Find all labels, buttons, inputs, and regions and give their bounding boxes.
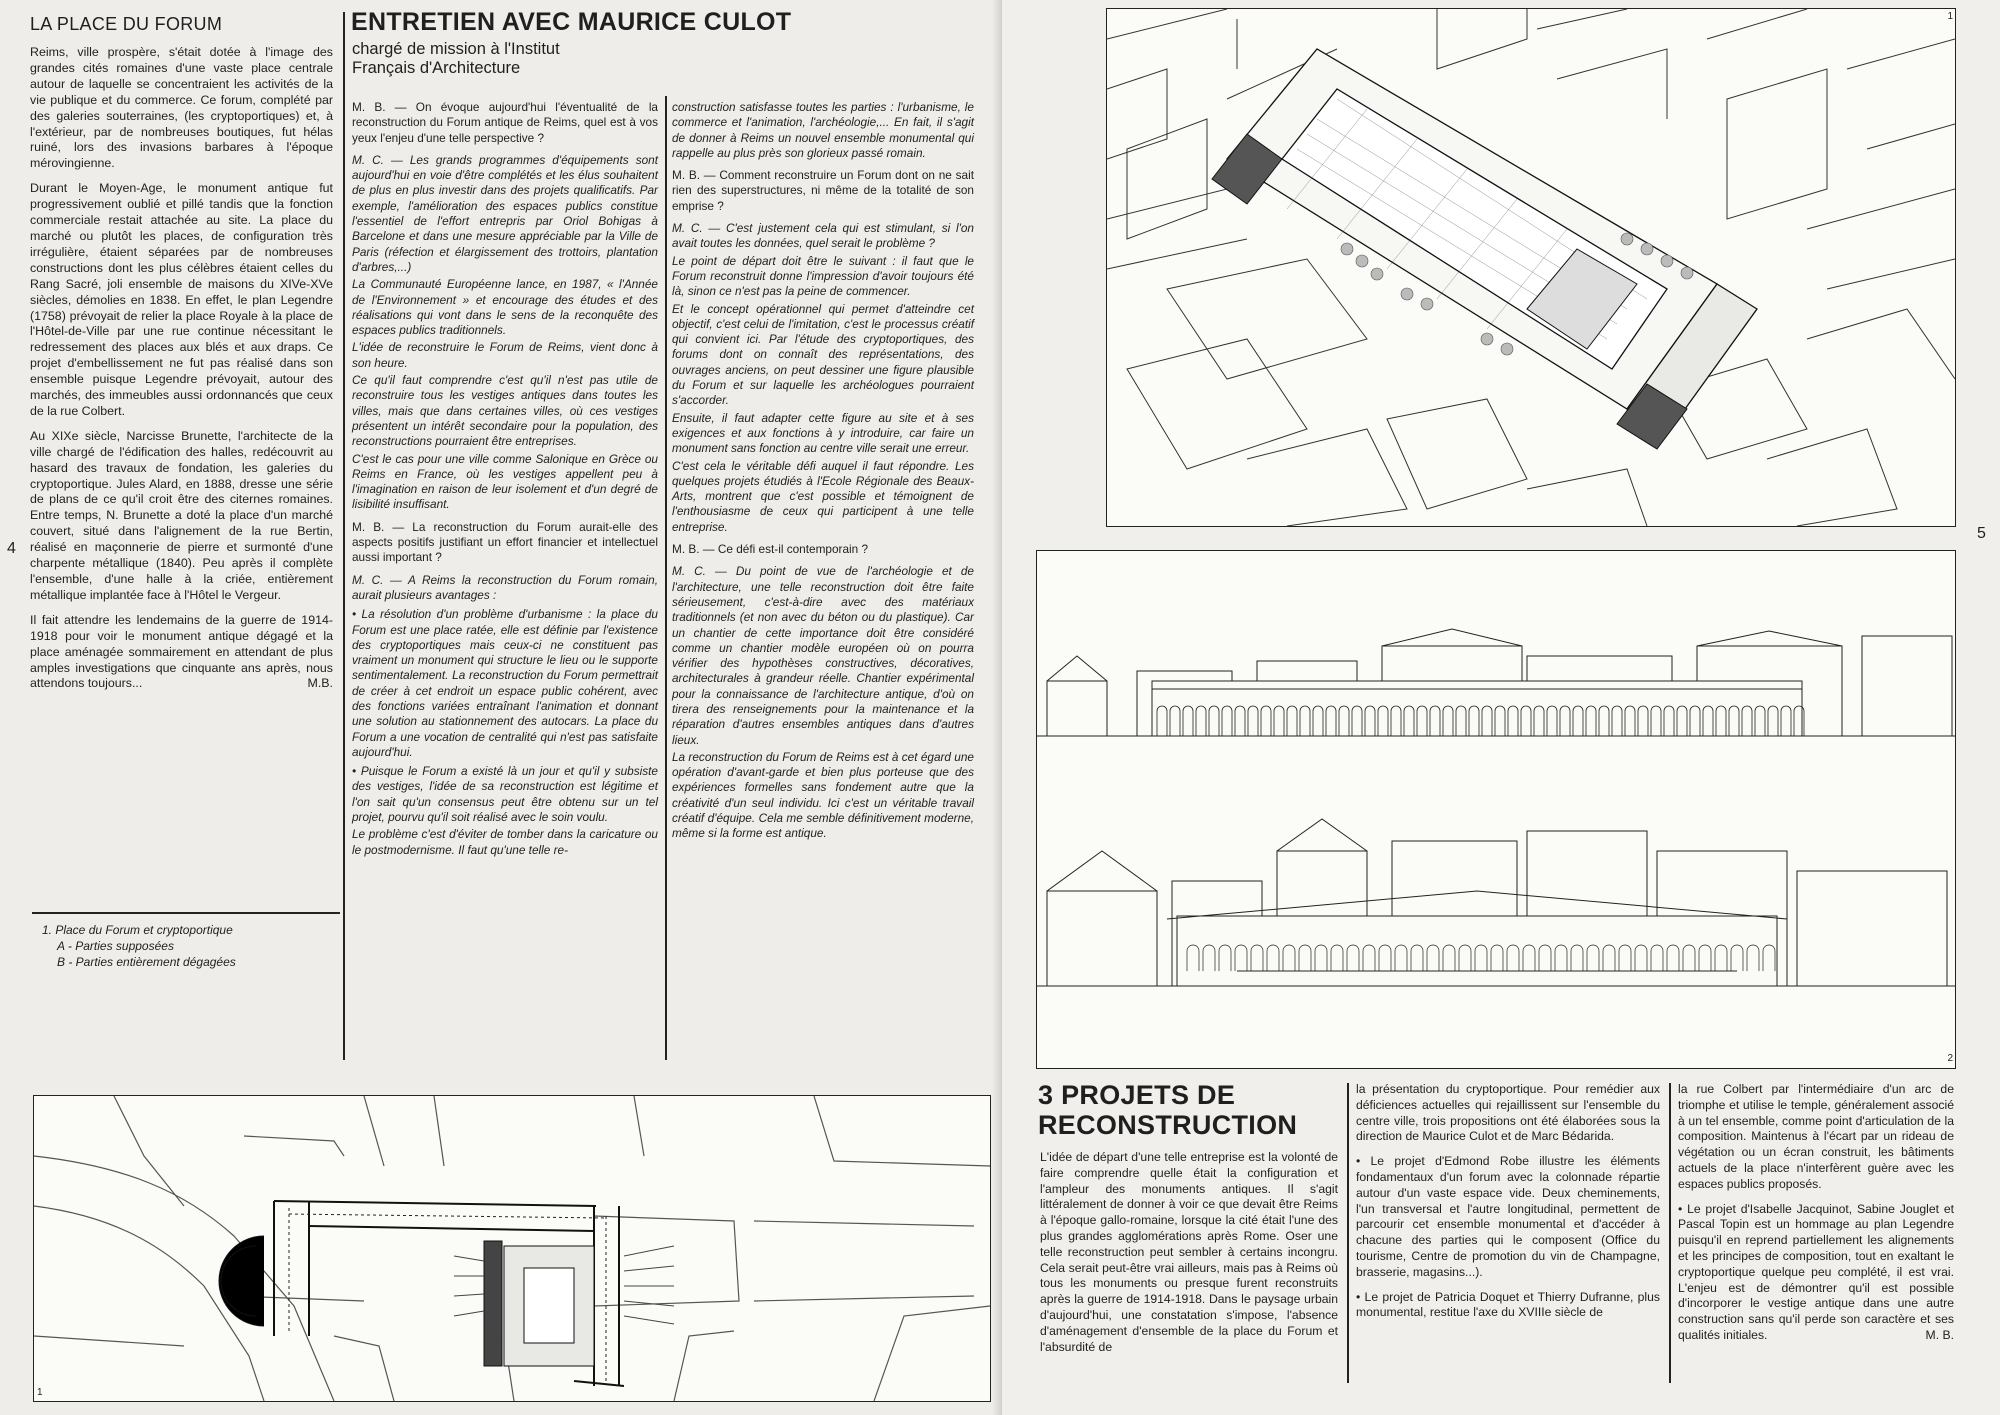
projects-column-3 <box>1678 1082 1954 1353</box>
forum-plan-drawing <box>34 1096 990 1401</box>
place-paragraph: Au XIXe siècle, Narcisse Brunette, l'architecte de la ville chargé de l'édification des halles, redécouvrit au hasard des travaux de fondation, les galeries du cryptoportique. Jules Alard, en 1888, dresse une série de plans de ce qu'il croit être des citernes romaines. Entre temps, N. Brunette a doté la place d'un marché couvert, situé dans l'alignement de la rue Bertin, réalisé en maçonnerie de pierre et surmonté d'une charpente métallique (1840). Peu après il complète l'ensemble, d'une halle à la criée, entièrement métallique implantée face à l'Hôtel le Vergeur. <box>30 428 333 602</box>
forum-elevation-figure <box>1036 550 1956 1069</box>
projects-paragraph: • Le projet d'Edmond Robe illustre les éléments fondamentaux d'un forum avec la colonnade répartie autour d'un vaste espace vide. Deux cheminements, l'un transversal et l'autre longitudinal, permettent de parcourir cet ensemble monumental et d'accéder à chacune des parties qui le composent (Office du tourisme, Centre de promotion du vin de Champagne, brasserie, magasins...). <box>1356 1154 1660 1279</box>
interview-paragraph: La reconstruction du Forum de Reims est à cet égard une opération d'avant-garde et bien plus porteuse que des expériences formelles sans fondement autre que la créativité d'un seul individu. Ici c'est un véritable travail créatif d'équipe. Cela me semble définitivement moderne, même si la forme est antique. <box>672 749 974 841</box>
interview-paragraph: M. C. — Du point de vue de l'archéologie et de l'architecture, une telle reconstruction doit être faite sérieusement, c'est-à-dire avec des matériaux traditionnels (et non avec du béton ou du plastique). Car un chantier de cette importance doit être considéré comme un chantier modèle européen où on pourra vérifier des hypothèses constructives, décoratives, architecturales à grandeur réelle. Chantier expérimental pour la connaissance de l'architecture antique, d'où on tirera des renseignements pour la maintenance et la réparation d'autres ensembles antiques dans d'autres lieux. <box>672 564 974 747</box>
caption-line: 1. Place du Forum et cryptoportique <box>42 923 233 937</box>
figure-number: 1 <box>37 1387 43 1398</box>
projects-title-line: 3 PROJETS DE <box>1038 1080 1236 1110</box>
interview-column-1 <box>352 100 658 858</box>
interview-paragraph: La Communauté Européenne lance, en 1987, « l'Année de l'Environnement » et encourage des études et des réalisations qui vont dans le sens de la reconquête des espaces publics traditionnels. <box>352 277 658 338</box>
interview-paragraph: Ensuite, il faut adapter cette figure au site et à ses exigences et aux fonctions à y introduire, car faire un monument sans fonction au centre ville serait une erreur. <box>672 410 974 456</box>
page-number-left: 4 <box>7 540 16 557</box>
figure-number: 2 <box>1947 1053 1953 1064</box>
caption-line: A - Parties supposées <box>57 939 174 953</box>
forum-plan-figure <box>33 1095 991 1402</box>
projects-paragraph: • Le projet d'Isabelle Jacquinot, Sabine Jouglet et Pascal Topin est un hommage au plan Legendre puisqu'il en reprend partiellement les alignements et les principes de composition, tout en exaltant le cryptoportique quelque peu complété, il est vrai. L'enjeu est de démontrer qu'il est possible d'incorporer le vestige antique dans une autre construction sans qu'il perde son caractère et ses qualités initiales. M. B. <box>1678 1201 1954 1342</box>
axonometric-drawing <box>1107 9 1955 526</box>
forum-axonometric-figure <box>1106 8 1956 527</box>
projects-paragraph: • Le projet de Patricia Doquet et Thierry Dufranne, plus monumental, restitue l'axe du XVIIIe siècle de <box>1356 1289 1660 1320</box>
figure-caption <box>42 922 236 970</box>
interview-paragraph: M. C. — A Reims la reconstruction du Forum romain, aurait plusieurs avantages : <box>352 572 658 602</box>
column-divider <box>665 96 667 1060</box>
place-paragraph: Durant le Moyen-Age, le monument antique fut progressivement oublié et pillé tandis que la fonction commerciale restait attachée au site. La place du marché ou plutôt les places, de configuration très irrégulière, étaient séparées par de nombreuses constructions dont les plus célèbres étaient celles du Rang Sacré, joli ensemble de maisons du XIVe-XVe siècles, démolies en 1838. En effet, le plan Legendre (1758) prévoyait de relier la place Royale à la place de l'Hôtel-de-Ville par une rue continue nécessitant le redressement des places aux blés et aux draps. Ce projet d'embellissement ne fut pas réalisé dans son ensemble puisque Legendre prévoyait, autour des marchés, des immeubles aussi ordonnancés que ceux de la rue Colbert. <box>30 181 333 418</box>
interview-paragraph: M. C. — Les grands programmes d'équipements sont aujourd'hui en voie d'être complétés et les élus souhaitent de plus en plus investir dans des projets qualificatifs. Par exemple, l'amélioration des espaces publics constitue l'essentiel de l'effort entrepris par Oriol Bohigas à Barcelone et dans une mesure appréciable par la Ville de Paris (réfection et élargissement des trottoirs, plantation d'arbres,...) <box>352 152 658 274</box>
caption-line: B - Parties entièrement dégagées <box>57 955 236 969</box>
interview-paragraph: M. C. — C'est justement cela qui est stimulant, si l'on avait toutes les données, quel serait le problème ? <box>672 221 974 251</box>
projects-paragraph: la rue Colbert par l'intermédiaire d'un arc de triomphe et utilise le temple, généralement associé à un tel ensemble, comme point d'articulation de la composition. Maintenus à l'écart par un rideau de végétation ou un écran construit, les bâtiments actuels de la place n'interfèrent guère avec les espaces publics proposés. <box>1678 1082 1954 1191</box>
interview-subtitle <box>352 40 652 78</box>
interview-paragraph: M. B. — Ce défi est-il contemporain ? <box>672 542 869 557</box>
interview-paragraph: L'idée de reconstruire le Forum de Reims, vient donc à son heure. <box>352 340 658 370</box>
page-number-right: 5 <box>1977 525 1986 542</box>
place-paragraph: Reims, ville prospère, s'était dotée à l'image des grandes cités romaines d'une vaste place centrale autour de laquelle se concentraient les activités de la vie publique et du commerce. Ce forum, complété par des galeries souterraines, (les cryptoportiques) et, à l'extérieur, par de nombreuses boutiques, fut hélas ruiné, lors des invasions barbares à l'époque mérovingienne. <box>30 45 333 171</box>
projects-column-2 <box>1356 1082 1660 1330</box>
column-divider <box>1669 1083 1671 1383</box>
right-page <box>1002 0 2000 1415</box>
place-title: LA PLACE DU FORUM <box>30 14 223 34</box>
interview-paragraph: Ce qu'il faut comprendre c'est qu'il n'est pas utile de reconstruire tous les vestiges antiques dans toutes les villes, mais que dans certaines villes, où ces vestiges présentent un intérêt secondaire pour la population, des reconstructions pourraient être entreprises. <box>352 373 658 449</box>
projects-signature: M. B. <box>1925 1327 1954 1342</box>
interview-paragraph: M. B. — La reconstruction du Forum aurait-elle des aspects positifs justifiant un effort financier et intellectuel aussi important ? <box>352 519 658 565</box>
interview-title: ENTRETIEN AVEC MAURICE CULOT <box>351 8 792 36</box>
place-signature: M.B. <box>307 676 333 691</box>
interview-paragraph: • La résolution d'un problème d'urbanisme : la place du Forum est une place ratée, elle est définie par l'existence des cryptoportiques mais ceux-ci ne constituent pas vraiment un monument qui structure le lieu ou le supporte sentimentalement. La reconstruction du Forum permettrait de créer à cet endroit un espace public cohérent, avec des fonctions variées entraînant l'animation et donnant une solution au stationnement des autocars. La place du Forum a une vocation de centralité qui n'est pas satisfaite aujourd'hui. <box>352 607 658 759</box>
elevation-drawing <box>1037 551 1955 1068</box>
interview-paragraph: • Puisque le Forum a existé là un jour et qu'il y subsiste des vestiges, l'idée de sa reconstruction est légitime et l'on sait qu'un consensus peut être obtenu sur un tel projet, pourvu qu'il soit réalisé avec le soin voulu. <box>352 764 658 825</box>
caption-divider <box>32 912 340 914</box>
figure-number: 1 <box>1947 11 1953 22</box>
place-paragraph: Il fait attendre les lendemains de la guerre de 1914-1918 pour voir le monument antique dégagé et la place aménagée sommairement en attendant de plus amples investigations que cinquante ans après, nous attendons toujours... M.B. <box>30 612 333 691</box>
projects-paragraph: la présentation du cryptoportique. Pour remédier aux déficiences actuelles qui rejaillissent sur l'ensemble du centre ville, trois propositions ont été élaborées sous la direction de Maurice Culot et de Marc Bédarida. <box>1356 1082 1660 1144</box>
subtitle-line: chargé de mission à l'Institut <box>352 40 560 58</box>
interview-paragraph: Le problème c'est d'éviter de tomber dans la caricature ou le postmodernisme. Il faut qu'une telle re- <box>352 827 658 857</box>
interview-paragraph: Et le concept opérationnel qui permet d'atteindre cet objectif, c'est celui de l'imitation, c'est le processus créatif qui convient ici. Par l'étude des cryptoportiques, des forums dont on connaît des représentations, des ouvrages anciens, on peut dessiner une figure plausible du Forum et sur laquelle les archéologues pourraient s'accorder. <box>672 301 974 408</box>
column-divider <box>343 12 345 1060</box>
subtitle-line: Français d'Architecture <box>352 59 521 77</box>
column-divider <box>1347 1083 1349 1383</box>
projects-title-line: RECONSTRUCTION <box>1038 1110 1298 1140</box>
interview-paragraph: M. B. — On évoque aujourd'hui l'éventualité de la reconstruction du Forum antique de Reims, quel est à vos yeux l'enjeu d'une telle perspective ? <box>352 100 658 145</box>
interview-paragraph: M. B. — Comment reconstruire un Forum dont on ne sait rien des superstructures, ni même de la totalité de son emprise ? <box>672 168 974 213</box>
interview-paragraph: C'est le cas pour une ville comme Salonique en Grèce ou Reims en France, où les vestiges appellent peu à l'imagination en raison de leur isolement et d'un degré de lisibilité insuffisant. <box>352 451 658 512</box>
interview-paragraph: C'est cela le véritable défi auquel il faut répondre. Les quelques projets étudiés à l'Ecole Régionale des Beaux-Arts, montrent que c'est possible et témoignent de l'enthousiasme de ceux qui participent à une telle entreprise. <box>672 458 974 534</box>
interview-paragraph: construction satisfasse toutes les parties : l'urbanisme, le commerce et l'animation, l'archéologie,... En fait, il s'agit de donner à Reims un nouvel ensemble monumental qui rappelle au plus près son glorieux passé romain. <box>672 100 974 160</box>
projects-paragraph: L'idée de départ d'une telle entreprise est la volonté de faire comprendre quelle était la configuration et l'ampleur des monuments antiques. Il s'agit littéralement de donner à voir ce que devait être Reims à l'époque gallo-romaine, lorsque la cité était l'une des plus grandes agglomérations après Rome. Oser une telle reconstruction peut sembler à certains incongru. Cela serait peut-être vrai ailleurs, mais pas à Reims où tous les monuments ou presque furent reconstruits après la guerre de 1914-1918. Dans le paysage urbain d'aujourd'hui, une constatation s'impose, l'absence d'aménagement d'ensemble de la place du Forum et l'absurdité de <box>1040 1150 1338 1354</box>
interview-paragraph: Le point de départ doit être le suivant : il faut que le Forum reconstruit donne l'impression d'avoir toujours été là, sinon ce n'est pas la peine de commencer. <box>672 253 974 299</box>
place-column <box>30 45 333 701</box>
interview-column-2 <box>672 100 974 842</box>
projects-column-1 <box>1040 1150 1338 1364</box>
projects-title <box>1038 1080 1297 1140</box>
